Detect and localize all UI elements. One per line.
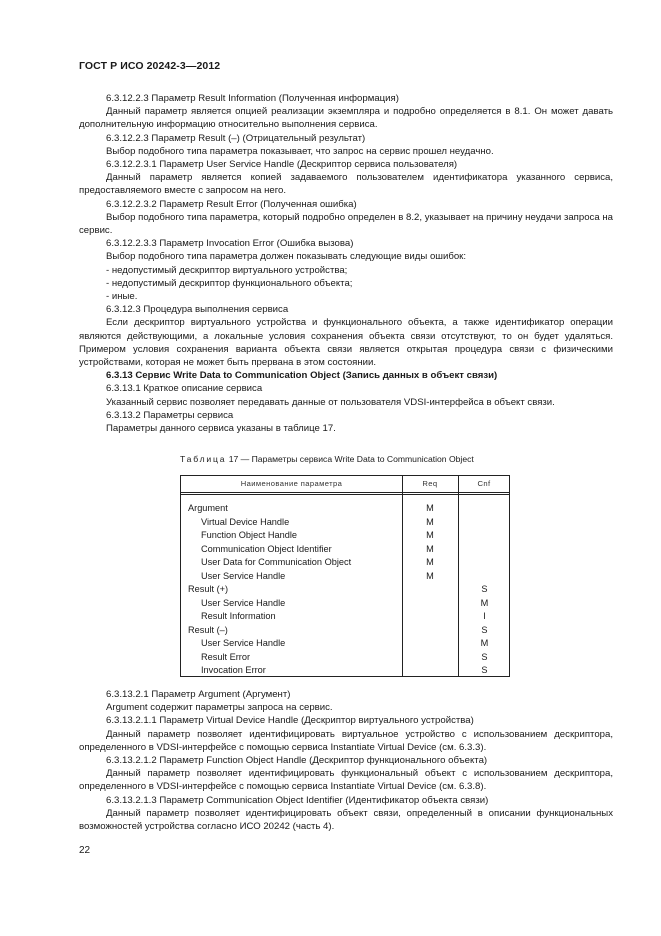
cnf-value: S	[481, 624, 488, 635]
paragraph: - недопустимый дескриптор виртуального устройства;	[106, 264, 348, 276]
table-caption-word: Таблица	[180, 454, 227, 464]
param-name: Communication Object Identifier	[201, 543, 332, 554]
paragraph: 6.3.13.2.1.1 Параметр Virtual Device Handle (Дескриптор виртуального устройства)	[106, 715, 474, 727]
param-name: User Data for Communication Object	[201, 557, 352, 567]
table-caption	[180, 454, 474, 464]
paragraph: 6.3.12.2.3 Параметр Result Information (Полученная информация)	[106, 93, 399, 104]
paragraph: 6.3.13 Сервис Write Data to Communication Object (Запись данных в объект связи)	[106, 370, 498, 382]
header-cnf: Cnf	[477, 479, 491, 488]
paragraph: Если дескриптор виртуального устройства и функционального объекта, а также идентификатор операции являются действующими, а локальные условия сохранения объекта связи отсутствуют, то он будет удаляться. Примером условия сохранения варианта объекта связи является открытая процедура связи с физическими устройствами, которая не может быть прервана в этом состоянии.	[79, 317, 613, 369]
paragraph: 6.3.13.2.1 Параметр Argument (Аргумент)	[106, 689, 291, 700]
header-name: Наименование параметра	[240, 479, 343, 488]
table-row	[181, 530, 509, 544]
paragraph: 6.3.12.2.3.2 Параметр Result Error (Полученная ошибка)	[106, 198, 357, 210]
param-name: Result Information	[201, 611, 276, 621]
page-number: 22	[79, 845, 91, 856]
table-row	[181, 652, 509, 666]
cnf-value: M	[480, 638, 489, 648]
parameters-table	[180, 475, 510, 677]
table-row	[181, 517, 509, 531]
table-row	[181, 584, 509, 598]
table-caption-title: 17 — Параметры сервиса Write Data to Communication Object	[228, 454, 474, 464]
param-name: Invocation Error	[201, 665, 266, 675]
cnf-value: S	[481, 584, 488, 594]
paragraph: 6.3.13.2.1.2 Параметр Function Object Handle (Дескриптор функционального объекта)	[106, 755, 488, 767]
paragraph: 6.3.13.2 Параметры сервиса	[106, 409, 234, 421]
paragraph: Данный параметр позволяет идентифицировать виртуальное устройство с использованием дескриптора, определенного в VDSI-интерфейсе с помощью сервиса Instantiate Virtual Device (см. 6.3.3).	[79, 728, 613, 753]
param-name: User Service Handle	[201, 638, 286, 648]
cnf-value: S	[481, 665, 488, 675]
table-row	[181, 557, 509, 571]
paragraph: Argument содержит параметры запроса на сервис.	[106, 702, 333, 714]
table-row	[181, 544, 509, 558]
header-separator	[181, 492, 509, 493]
cnf-value: I	[483, 611, 486, 621]
param-name: Argument	[188, 503, 228, 513]
req-value: M	[426, 503, 434, 513]
paragraph: - недопустимый дескриптор функционального объекта;	[106, 277, 353, 289]
paragraph: 6.3.12.2.3 Параметр Result (–) (Отрицательный результат)	[106, 132, 366, 144]
paragraph: 6.3.12.3 Процедура выполнения сервиса	[106, 304, 289, 316]
paragraph: Выбор подобного типа параметра, который подробно определен в 8.2, указывает на причину неудачи запроса на сервис.	[79, 211, 613, 237]
paragraph: 6.3.12.2.3.1 Параметр User Service Handle (Дескриптор сервиса пользователя)	[106, 159, 458, 171]
table-row	[181, 638, 509, 652]
table-row	[181, 598, 509, 612]
paragraph: 6.3.12.2.3.3 Параметр Invocation Error (Ошибка вызова)	[106, 238, 354, 250]
table-row	[181, 665, 509, 679]
cnf-value: S	[481, 651, 488, 662]
paragraph: Данный параметр является копией задаваемого пользователем идентификатора указанного сервиса, предоставляемого вместе с запросом на него.	[79, 172, 613, 197]
param-name: User Service Handle	[201, 597, 286, 608]
paragraph: Данный параметр позволяет идентифицировать объект связи, определенный в описании функциональных возможностей устройства согласно ИСО 20242 (часть 4).	[79, 807, 613, 833]
table-row	[181, 503, 509, 517]
header-req: Req	[422, 479, 438, 488]
paragraph: Выбор подобного типа параметра показывает, что запрос на сервис прошел неудачно.	[106, 145, 494, 157]
paragraph: 6.3.13.1 Краткое описание сервиса	[106, 383, 263, 395]
table-row	[181, 625, 509, 639]
param-name: Virtual Device Handle	[201, 516, 290, 527]
paragraph: Данный параметр является опцией реализации экземпляра и подробно определяется в 8.1. Он может давать дополнительную информацию относительно выполнения сервиса.	[79, 106, 613, 131]
param-name: User Service Handle	[201, 570, 286, 581]
paragraph: Данный параметр позволяет идентифицировать функциональный объект с использованием дескриптора, определенного в VDSI-интерфейсе с помощью сервиса Instantiate Virtual Device (см. 6.3.8).	[79, 768, 613, 793]
req-value: M	[426, 516, 434, 527]
paragraph: - иные.	[106, 291, 138, 303]
paragraph: Параметры данного сервиса указаны в таблице 17.	[106, 423, 336, 435]
paragraph: Указанный сервис позволяет передавать данные от пользователя VDSI-интерфейса в объект связи.	[106, 396, 555, 408]
document-header: ГОСТ Р ИСО 20242-3—2012	[79, 60, 221, 72]
param-name: Result (+)	[188, 584, 229, 594]
req-value: M	[426, 530, 434, 540]
header-separator	[181, 494, 509, 495]
param-name: Result Error	[201, 651, 251, 662]
cnf-value: M	[480, 597, 489, 608]
body-text-lower	[79, 688, 613, 833]
body-text-upper	[79, 92, 613, 435]
req-value: M	[426, 543, 434, 554]
req-value: M	[426, 557, 434, 567]
table-row	[181, 611, 509, 625]
param-name: Function Object Handle	[201, 530, 298, 540]
param-name: Result (–)	[188, 624, 228, 635]
table-row	[181, 571, 509, 585]
req-value: M	[426, 570, 434, 581]
paragraph: 6.3.13.2.1.3 Параметр Communication Object Identifier (Идентификатор объекта связи)	[106, 794, 489, 806]
paragraph: Выбор подобного типа параметра должен показывать следующие виды ошибок:	[106, 251, 467, 263]
